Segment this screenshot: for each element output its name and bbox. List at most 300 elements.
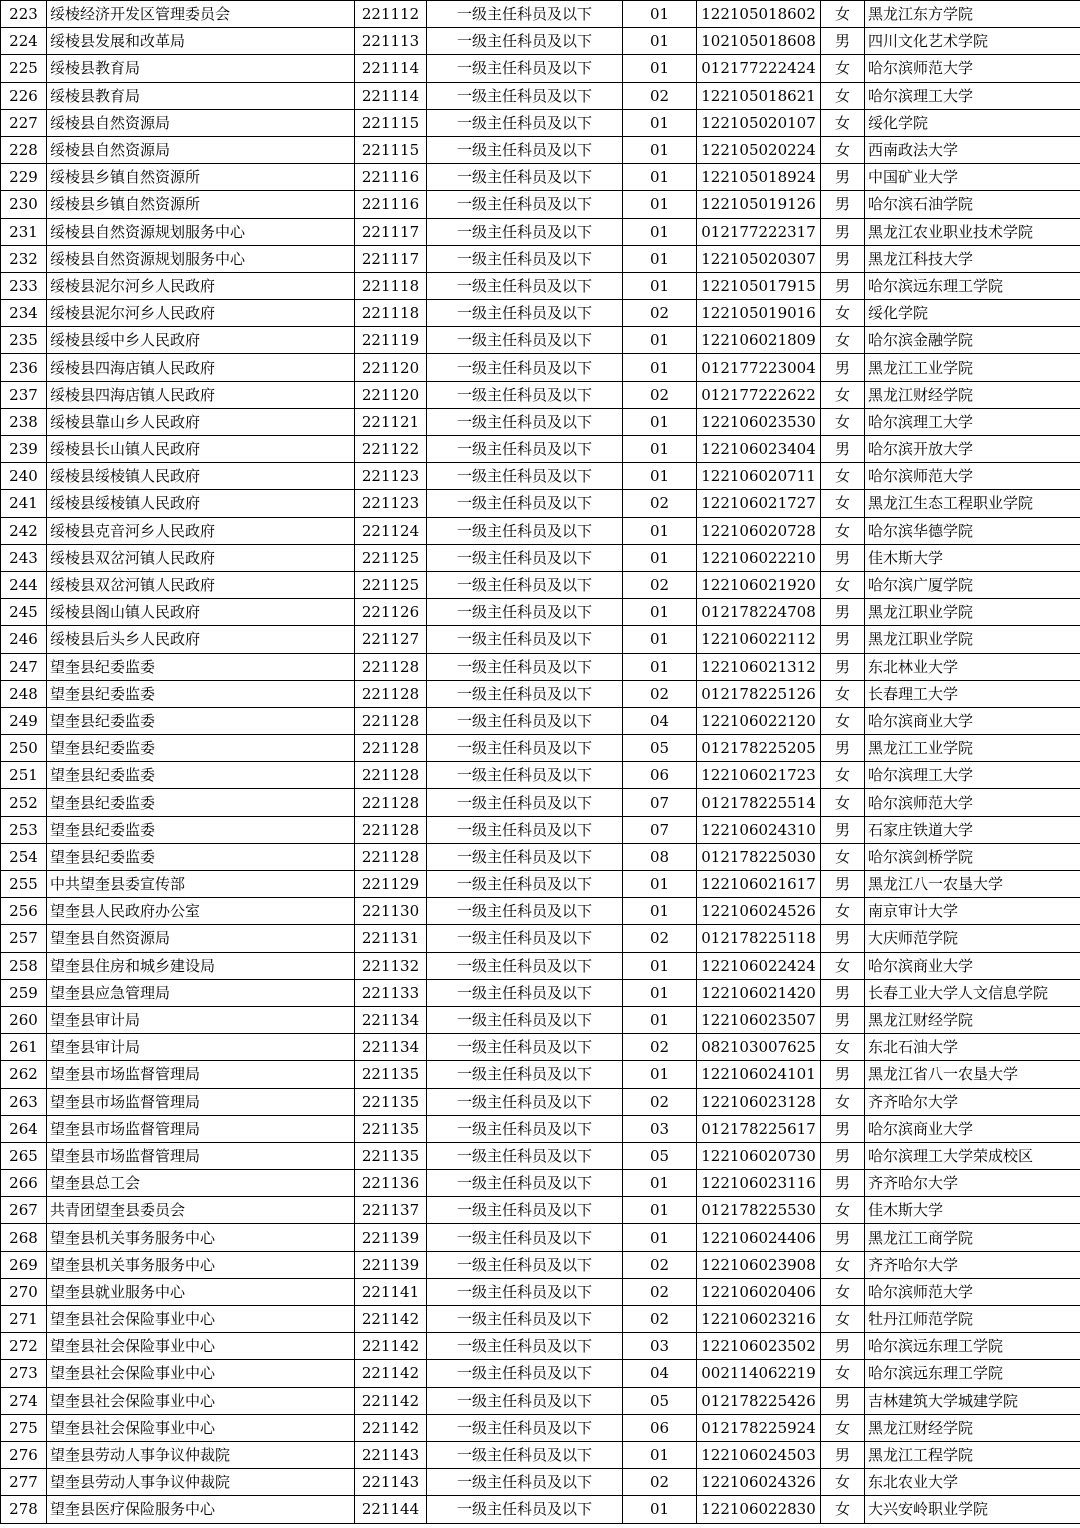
cell-graduate-school: 四川文化艺术学院 <box>865 28 1080 55</box>
cell-unit-name: 望奎县住房和城乡建设局 <box>47 952 355 979</box>
cell-position-code: 221118 <box>355 272 427 299</box>
cell-position-code: 221128 <box>355 843 427 870</box>
cell-position-level: 一级主任科员及以下 <box>427 1496 623 1523</box>
cell-position-seq: 05 <box>623 1142 697 1169</box>
cell-position-seq: 03 <box>623 1333 697 1360</box>
cell-row-index: 229 <box>1 164 47 191</box>
cell-position-seq: 01 <box>623 599 697 626</box>
cell-position-code: 221130 <box>355 898 427 925</box>
cell-position-code: 221143 <box>355 1469 427 1496</box>
cell-gender: 男 <box>821 1333 865 1360</box>
cell-gender: 男 <box>821 1224 865 1251</box>
cell-position-code: 221115 <box>355 136 427 163</box>
cell-unit-name: 绥棱县泥尔河乡人民政府 <box>47 272 355 299</box>
cell-exam-number: 122106021723 <box>697 762 821 789</box>
cell-graduate-school: 哈尔滨理工大学 <box>865 408 1080 435</box>
cell-exam-number: 122105017915 <box>697 272 821 299</box>
cell-graduate-school: 黑龙江科技大学 <box>865 245 1080 272</box>
cell-gender: 男 <box>821 816 865 843</box>
table-row <box>1 1387 1080 1414</box>
cell-row-index: 226 <box>1 82 47 109</box>
cell-graduate-school: 齐齐哈尔大学 <box>865 1251 1080 1278</box>
cell-position-level: 一级主任科员及以下 <box>427 272 623 299</box>
cell-position-seq: 02 <box>623 381 697 408</box>
cell-exam-number: 122106023216 <box>697 1306 821 1333</box>
cell-position-level: 一级主任科员及以下 <box>427 1 623 28</box>
cell-exam-number: 122106024310 <box>697 816 821 843</box>
cell-unit-name: 望奎县市场监督管理局 <box>47 1088 355 1115</box>
cell-gender: 男 <box>821 599 865 626</box>
cell-position-code: 221142 <box>355 1414 427 1441</box>
cell-row-index: 230 <box>1 191 47 218</box>
table-row <box>1 1142 1080 1169</box>
cell-position-code: 221124 <box>355 517 427 544</box>
table-row <box>1 1061 1080 1088</box>
cell-unit-name: 望奎县社会保险事业中心 <box>47 1414 355 1441</box>
cell-row-index: 253 <box>1 816 47 843</box>
cell-position-seq: 01 <box>623 653 697 680</box>
cell-gender: 女 <box>821 1278 865 1305</box>
cell-row-index: 264 <box>1 1115 47 1142</box>
cell-row-index: 241 <box>1 490 47 517</box>
cell-gender: 女 <box>821 898 865 925</box>
cell-gender: 女 <box>821 1 865 28</box>
cell-graduate-school: 石家庄铁道大学 <box>865 816 1080 843</box>
table-row <box>1 735 1080 762</box>
cell-exam-number: 122106023502 <box>697 1333 821 1360</box>
cell-position-level: 一级主任科员及以下 <box>427 1061 623 1088</box>
cell-unit-name: 绥棱县克音河乡人民政府 <box>47 517 355 544</box>
cell-graduate-school: 黑龙江职业学院 <box>865 599 1080 626</box>
cell-unit-name: 望奎县医疗保险服务中心 <box>47 1496 355 1523</box>
cell-graduate-school: 哈尔滨石油学院 <box>865 191 1080 218</box>
table-row <box>1 816 1080 843</box>
table-row <box>1 626 1080 653</box>
cell-exam-number: 122106020711 <box>697 463 821 490</box>
table-row <box>1 191 1080 218</box>
cell-graduate-school: 黑龙江财经学院 <box>865 1006 1080 1033</box>
cell-position-seq: 04 <box>623 1360 697 1387</box>
cell-position-level: 一级主任科员及以下 <box>427 164 623 191</box>
cell-unit-name: 望奎县劳动人事争议仲裁院 <box>47 1441 355 1468</box>
cell-position-level: 一级主任科员及以下 <box>427 1224 623 1251</box>
cell-graduate-school: 哈尔滨金融学院 <box>865 327 1080 354</box>
cell-exam-number: 122106024326 <box>697 1469 821 1496</box>
cell-graduate-school: 齐齐哈尔大学 <box>865 1170 1080 1197</box>
table-row <box>1 599 1080 626</box>
cell-position-code: 221139 <box>355 1224 427 1251</box>
cell-graduate-school: 东北林业大学 <box>865 653 1080 680</box>
cell-position-level: 一级主任科员及以下 <box>427 707 623 734</box>
cell-row-index: 277 <box>1 1469 47 1496</box>
cell-position-seq: 02 <box>623 490 697 517</box>
cell-position-code: 221128 <box>355 707 427 734</box>
cell-unit-name: 绥棱县双岔河镇人民政府 <box>47 571 355 598</box>
cell-unit-name: 绥棱县绥棱镇人民政府 <box>47 463 355 490</box>
cell-exam-number: 102105018608 <box>697 28 821 55</box>
cell-row-index: 255 <box>1 871 47 898</box>
cell-position-level: 一级主任科员及以下 <box>427 1088 623 1115</box>
cell-row-index: 237 <box>1 381 47 408</box>
cell-position-code: 221116 <box>355 164 427 191</box>
cell-unit-name: 望奎县纪委监委 <box>47 653 355 680</box>
cell-position-seq: 01 <box>623 1441 697 1468</box>
cell-unit-name: 望奎县纪委监委 <box>47 707 355 734</box>
cell-graduate-school: 中国矿业大学 <box>865 164 1080 191</box>
cell-graduate-school: 哈尔滨理工大学荣成校区 <box>865 1142 1080 1169</box>
cell-exam-number: 122105018924 <box>697 164 821 191</box>
cell-graduate-school: 哈尔滨师范大学 <box>865 1278 1080 1305</box>
cell-position-code: 221115 <box>355 109 427 136</box>
cell-graduate-school: 大兴安岭职业学院 <box>865 1496 1080 1523</box>
table-row <box>1 1469 1080 1496</box>
cell-position-seq: 02 <box>623 300 697 327</box>
cell-exam-number: 122105018621 <box>697 82 821 109</box>
cell-position-seq: 01 <box>623 354 697 381</box>
cell-position-level: 一级主任科员及以下 <box>427 436 623 463</box>
table-row <box>1 1170 1080 1197</box>
cell-unit-name: 绥棱县乡镇自然资源所 <box>47 164 355 191</box>
cell-unit-name: 望奎县纪委监委 <box>47 680 355 707</box>
cell-position-seq: 01 <box>623 109 697 136</box>
cell-position-seq: 08 <box>623 843 697 870</box>
cell-unit-name: 绥棱县阁山镇人民政府 <box>47 599 355 626</box>
table-row <box>1 327 1080 354</box>
cell-graduate-school: 哈尔滨远东理工学院 <box>865 1360 1080 1387</box>
cell-gender: 女 <box>821 952 865 979</box>
cell-gender: 女 <box>821 109 865 136</box>
cell-position-seq: 01 <box>623 218 697 245</box>
cell-exam-number: 122106021920 <box>697 571 821 598</box>
table-row <box>1 1088 1080 1115</box>
cell-graduate-school: 黑龙江农业职业技术学院 <box>865 218 1080 245</box>
table-row <box>1 1251 1080 1278</box>
cell-gender: 女 <box>821 1360 865 1387</box>
cell-unit-name: 望奎县市场监督管理局 <box>47 1142 355 1169</box>
cell-position-seq: 02 <box>623 82 697 109</box>
cell-position-seq: 01 <box>623 979 697 1006</box>
cell-row-index: 268 <box>1 1224 47 1251</box>
cell-gender: 女 <box>821 707 865 734</box>
cell-row-index: 274 <box>1 1387 47 1414</box>
cell-row-index: 273 <box>1 1360 47 1387</box>
cell-row-index: 251 <box>1 762 47 789</box>
cell-unit-name: 望奎县纪委监委 <box>47 735 355 762</box>
cell-exam-number: 122106023128 <box>697 1088 821 1115</box>
cell-gender: 女 <box>821 789 865 816</box>
cell-row-index: 227 <box>1 109 47 136</box>
cell-gender: 男 <box>821 925 865 952</box>
cell-gender: 男 <box>821 245 865 272</box>
cell-graduate-school: 哈尔滨理工大学 <box>865 82 1080 109</box>
cell-unit-name: 望奎县就业服务中心 <box>47 1278 355 1305</box>
cell-gender: 男 <box>821 354 865 381</box>
cell-position-level: 一级主任科员及以下 <box>427 218 623 245</box>
cell-graduate-school: 齐齐哈尔大学 <box>865 1088 1080 1115</box>
cell-position-code: 221134 <box>355 1006 427 1033</box>
cell-gender: 男 <box>821 218 865 245</box>
cell-position-level: 一级主任科员及以下 <box>427 463 623 490</box>
cell-position-seq: 01 <box>623 1 697 28</box>
cell-gender: 男 <box>821 544 865 571</box>
table-row <box>1 1333 1080 1360</box>
table-row <box>1 1197 1080 1224</box>
cell-gender: 男 <box>821 871 865 898</box>
cell-graduate-school: 东北石油大学 <box>865 1034 1080 1061</box>
cell-unit-name: 望奎县机关事务服务中心 <box>47 1224 355 1251</box>
cell-position-level: 一级主任科员及以下 <box>427 1414 623 1441</box>
cell-graduate-school: 南京审计大学 <box>865 898 1080 925</box>
cell-gender: 男 <box>821 1170 865 1197</box>
cell-exam-number: 012177222317 <box>697 218 821 245</box>
cell-position-code: 221128 <box>355 680 427 707</box>
cell-gender: 女 <box>821 408 865 435</box>
table-row <box>1 925 1080 952</box>
cell-position-code: 221123 <box>355 490 427 517</box>
cell-gender: 女 <box>821 571 865 598</box>
cell-position-seq: 01 <box>623 272 697 299</box>
cell-position-seq: 01 <box>623 463 697 490</box>
cell-position-code: 221134 <box>355 1034 427 1061</box>
cell-unit-name: 绥棱县泥尔河乡人民政府 <box>47 300 355 327</box>
cell-position-code: 221135 <box>355 1088 427 1115</box>
cell-row-index: 246 <box>1 626 47 653</box>
cell-exam-number: 122106022112 <box>697 626 821 653</box>
cell-position-seq: 07 <box>623 789 697 816</box>
cell-row-index: 258 <box>1 952 47 979</box>
cell-row-index: 259 <box>1 979 47 1006</box>
cell-position-seq: 01 <box>623 544 697 571</box>
table-row <box>1 300 1080 327</box>
cell-position-code: 221123 <box>355 463 427 490</box>
table-row <box>1 408 1080 435</box>
cell-position-seq: 01 <box>623 1496 697 1523</box>
cell-position-code: 221116 <box>355 191 427 218</box>
cell-row-index: 269 <box>1 1251 47 1278</box>
cell-exam-number: 122106022120 <box>697 707 821 734</box>
cell-position-seq: 02 <box>623 680 697 707</box>
cell-exam-number: 122106022210 <box>697 544 821 571</box>
table-row <box>1 136 1080 163</box>
cell-unit-name: 共青团望奎县委员会 <box>47 1197 355 1224</box>
cell-unit-name: 望奎县社会保险事业中心 <box>47 1333 355 1360</box>
cell-position-code: 221136 <box>355 1170 427 1197</box>
cell-position-level: 一级主任科员及以下 <box>427 381 623 408</box>
cell-row-index: 239 <box>1 436 47 463</box>
cell-position-level: 一级主任科员及以下 <box>427 490 623 517</box>
cell-exam-number: 122106023507 <box>697 1006 821 1033</box>
cell-graduate-school: 吉林建筑大学城建学院 <box>865 1387 1080 1414</box>
cell-row-index: 249 <box>1 707 47 734</box>
cell-position-code: 221142 <box>355 1387 427 1414</box>
cell-position-seq: 02 <box>623 925 697 952</box>
cell-gender: 女 <box>821 136 865 163</box>
cell-position-level: 一级主任科员及以下 <box>427 1006 623 1033</box>
cell-unit-name: 绥棱县教育局 <box>47 55 355 82</box>
table-row <box>1 1278 1080 1305</box>
table-row <box>1 490 1080 517</box>
cell-unit-name: 绥棱县自然资源规划服务中心 <box>47 245 355 272</box>
cell-graduate-school: 哈尔滨商业大学 <box>865 952 1080 979</box>
cell-row-index: 276 <box>1 1441 47 1468</box>
cell-row-index: 256 <box>1 898 47 925</box>
cell-graduate-school: 绥化学院 <box>865 109 1080 136</box>
cell-unit-name: 绥棱县教育局 <box>47 82 355 109</box>
cell-row-index: 275 <box>1 1414 47 1441</box>
cell-unit-name: 望奎县自然资源局 <box>47 925 355 952</box>
cell-row-index: 235 <box>1 327 47 354</box>
cell-position-code: 221113 <box>355 28 427 55</box>
cell-unit-name: 绥棱经济开发区管理委员会 <box>47 1 355 28</box>
cell-exam-number: 122106020728 <box>697 517 821 544</box>
cell-row-index: 245 <box>1 599 47 626</box>
cell-position-seq: 03 <box>623 1115 697 1142</box>
table-row <box>1 680 1080 707</box>
cell-position-code: 221120 <box>355 381 427 408</box>
cell-position-seq: 07 <box>623 816 697 843</box>
cell-position-seq: 01 <box>623 626 697 653</box>
cell-position-code: 221141 <box>355 1278 427 1305</box>
cell-graduate-school: 黑龙江工商学院 <box>865 1224 1080 1251</box>
cell-position-seq: 01 <box>623 408 697 435</box>
cell-position-level: 一级主任科员及以下 <box>427 925 623 952</box>
cell-position-level: 一级主任科员及以下 <box>427 1360 623 1387</box>
cell-exam-number: 122105019126 <box>697 191 821 218</box>
cell-graduate-school: 哈尔滨师范大学 <box>865 463 1080 490</box>
cell-gender: 女 <box>821 1088 865 1115</box>
cell-position-seq: 02 <box>623 571 697 598</box>
cell-exam-number: 122106020406 <box>697 1278 821 1305</box>
cell-position-seq: 01 <box>623 1061 697 1088</box>
cell-graduate-school: 黑龙江东方学院 <box>865 1 1080 28</box>
cell-position-code: 221133 <box>355 979 427 1006</box>
cell-position-seq: 01 <box>623 164 697 191</box>
cell-gender: 女 <box>821 1496 865 1523</box>
cell-exam-number: 122105020307 <box>697 245 821 272</box>
cell-graduate-school: 黑龙江财经学院 <box>865 1414 1080 1441</box>
cell-position-code: 221114 <box>355 55 427 82</box>
cell-exam-number: 122106023908 <box>697 1251 821 1278</box>
cell-gender: 女 <box>821 463 865 490</box>
cell-gender: 男 <box>821 28 865 55</box>
cell-unit-name: 绥棱县靠山乡人民政府 <box>47 408 355 435</box>
cell-gender: 男 <box>821 1387 865 1414</box>
table-row <box>1 762 1080 789</box>
cell-unit-name: 绥棱县绥中乡人民政府 <box>47 327 355 354</box>
cell-exam-number: 012178225617 <box>697 1115 821 1142</box>
cell-exam-number: 012178225126 <box>697 680 821 707</box>
table-row <box>1 82 1080 109</box>
cell-position-level: 一级主任科员及以下 <box>427 653 623 680</box>
cell-row-index: 240 <box>1 463 47 490</box>
table-row <box>1 1006 1080 1033</box>
cell-position-seq: 02 <box>623 1278 697 1305</box>
cell-unit-name: 绥棱县发展和改革局 <box>47 28 355 55</box>
table-row <box>1 381 1080 408</box>
cell-gender: 男 <box>821 164 865 191</box>
cell-position-level: 一级主任科员及以下 <box>427 109 623 136</box>
cell-unit-name: 望奎县社会保险事业中心 <box>47 1306 355 1333</box>
cell-gender: 女 <box>821 300 865 327</box>
cell-row-index: 242 <box>1 517 47 544</box>
table-row <box>1 517 1080 544</box>
cell-position-level: 一级主任科员及以下 <box>427 245 623 272</box>
cell-position-code: 221142 <box>355 1306 427 1333</box>
cell-row-index: 244 <box>1 571 47 598</box>
cell-position-level: 一级主任科员及以下 <box>427 871 623 898</box>
cell-position-seq: 01 <box>623 898 697 925</box>
cell-unit-name: 望奎县纪委监委 <box>47 843 355 870</box>
cell-position-level: 一级主任科员及以下 <box>427 680 623 707</box>
cell-gender: 男 <box>821 436 865 463</box>
cell-position-seq: 05 <box>623 1387 697 1414</box>
cell-exam-number: 012178225118 <box>697 925 821 952</box>
cell-position-level: 一级主任科员及以下 <box>427 1333 623 1360</box>
cell-position-seq: 06 <box>623 1414 697 1441</box>
cell-position-seq: 01 <box>623 871 697 898</box>
cell-unit-name: 中共望奎县委宣传部 <box>47 871 355 898</box>
cell-row-index: 224 <box>1 28 47 55</box>
cell-position-seq: 05 <box>623 735 697 762</box>
cell-unit-name: 绥棱县自然资源规划服务中心 <box>47 218 355 245</box>
cell-exam-number: 122106022424 <box>697 952 821 979</box>
cell-gender: 女 <box>821 1034 865 1061</box>
cell-position-seq: 01 <box>623 28 697 55</box>
cell-exam-number: 012178225030 <box>697 843 821 870</box>
cell-position-code: 221117 <box>355 245 427 272</box>
cell-position-code: 221125 <box>355 571 427 598</box>
table-row <box>1 1360 1080 1387</box>
cell-row-index: 250 <box>1 735 47 762</box>
cell-position-level: 一级主任科员及以下 <box>427 354 623 381</box>
cell-position-level: 一级主任科员及以下 <box>427 1387 623 1414</box>
cell-position-level: 一级主任科员及以下 <box>427 979 623 1006</box>
cell-exam-number: 122106022830 <box>697 1496 821 1523</box>
cell-gender: 女 <box>821 55 865 82</box>
cell-position-code: 221125 <box>355 544 427 571</box>
cell-gender: 女 <box>821 82 865 109</box>
cell-unit-name: 望奎县审计局 <box>47 1006 355 1033</box>
cell-graduate-school: 绥化学院 <box>865 300 1080 327</box>
cell-position-level: 一级主任科员及以下 <box>427 300 623 327</box>
cell-row-index: 223 <box>1 1 47 28</box>
cell-exam-number: 002114062219 <box>697 1360 821 1387</box>
table-row <box>1 218 1080 245</box>
cell-gender: 男 <box>821 735 865 762</box>
cell-graduate-school: 黑龙江生态工程职业学院 <box>865 490 1080 517</box>
cell-exam-number: 012177222622 <box>697 381 821 408</box>
cell-position-level: 一级主任科员及以下 <box>427 735 623 762</box>
table-row <box>1 871 1080 898</box>
cell-graduate-school: 黑龙江工业学院 <box>865 735 1080 762</box>
cell-position-level: 一级主任科员及以下 <box>427 571 623 598</box>
cell-position-seq: 04 <box>623 707 697 734</box>
cell-position-seq: 02 <box>623 1034 697 1061</box>
cell-exam-number: 012177223004 <box>697 354 821 381</box>
cell-position-seq: 01 <box>623 245 697 272</box>
cell-gender: 女 <box>821 327 865 354</box>
cell-row-index: 257 <box>1 925 47 952</box>
cell-position-seq: 02 <box>623 1469 697 1496</box>
cell-gender: 女 <box>821 1469 865 1496</box>
cell-position-code: 221121 <box>355 408 427 435</box>
cell-unit-name: 望奎县市场监督管理局 <box>47 1061 355 1088</box>
cell-gender: 男 <box>821 1115 865 1142</box>
cell-row-index: 254 <box>1 843 47 870</box>
cell-row-index: 262 <box>1 1061 47 1088</box>
cell-graduate-school: 哈尔滨华德学院 <box>865 517 1080 544</box>
table-row <box>1 1306 1080 1333</box>
